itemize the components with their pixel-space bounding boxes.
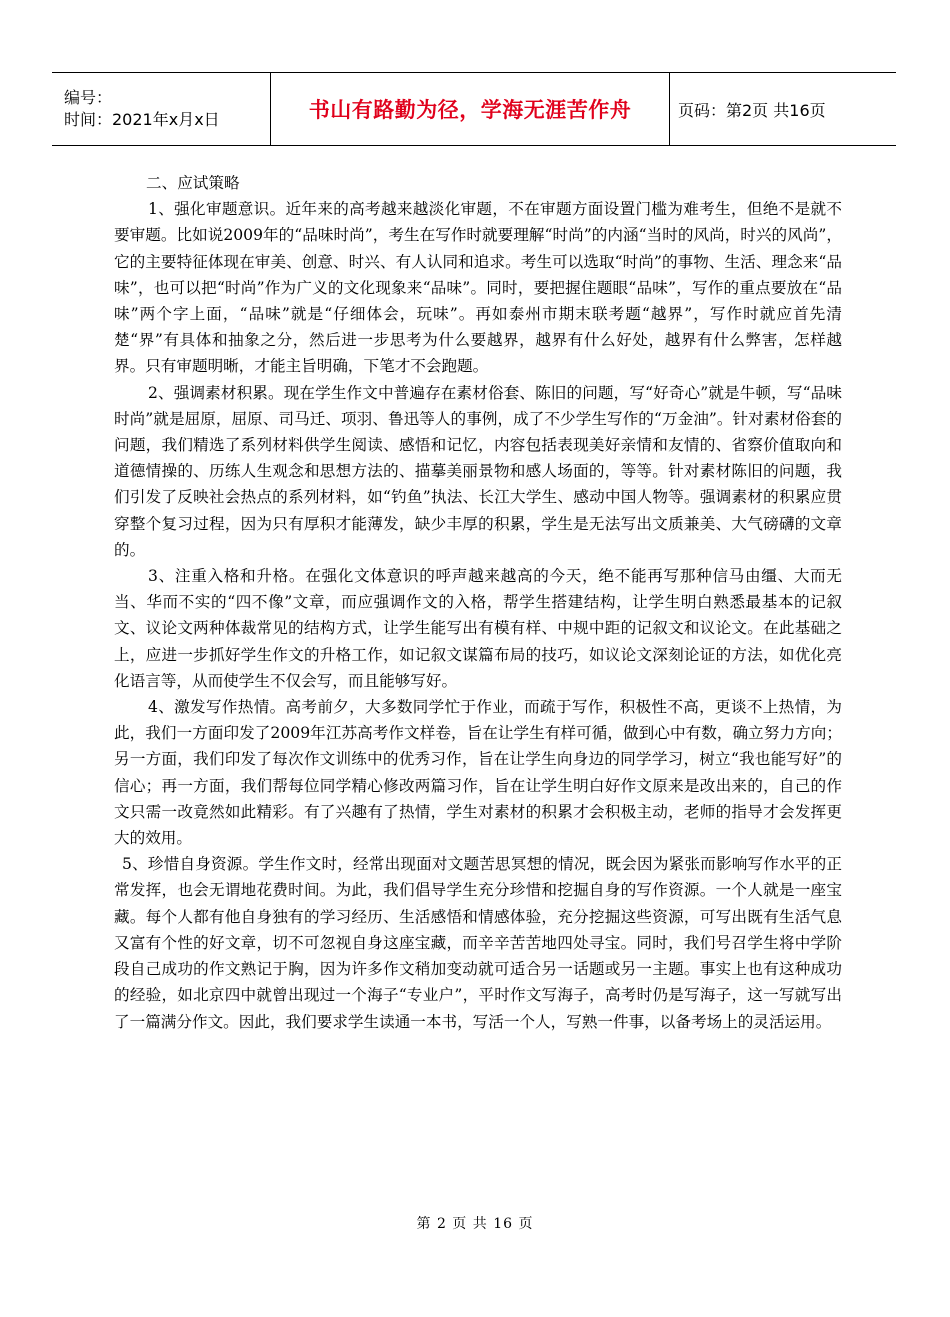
page-footer: 第 2 页 共 16 页 bbox=[416, 1216, 534, 1232]
page-header bbox=[52, 72, 896, 146]
header-motto: 书山有路勤为径，学海无涯苦作舟 bbox=[308, 98, 632, 122]
paragraph-5: 5、珍惜自身资源。学生作文时，经常出现面对文题苦思冥想的情况，既会因为紧张而影响写作水平的正常发挥，也会无谓地花费时间。为此，我们倡导学生充分珍惜和挖掘自身的写作资源。一个人就是一座宝藏。每个人都有他自身独有的学习经历、生活感悟和情感体验，充分挖掘这些资源，可写出既有生活气息又富有个性的好文章，切不可忽视自身这座宝藏，而辛辛苦苦地四处寻宝。同时，我们号召学生将中学阶段自己成功的作文熟记于胸，因为许多作文稍加变动就可适合另一话题或另一主题。事实上也有这种成功的经验，如北京四中就曾出现过一个海子“专业户”，平时作文写海子，高考时仍是写海子，这一写就写出了一篇满分作文。因此，我们要求学生读通一本书，写活一个人，写熟一件事，以备考场上的灵活运用。 bbox=[114, 855, 842, 1031]
paragraph-2: 2、强调素材积累。现在学生作文中普遍存在素材俗套、陈旧的问题，写“好奇心”就是牛顿，写“品味时尚”就是屈原，屈原、司马迁、项羽、鲁迅等人的事例，成了不少学生写作的“万金油”。针对素材俗套的问题，我们精选了系列材料供学生阅读、感悟和记忆，内容包括表现美好亲情和友情的、省察价值取向和道德情操的、历练人生观念和思想方法的、描摹美丽景物和感人场面的，等等。针对素材陈旧的问题，我们引发了反映社会热点的系列材料，如“钓鱼”执法、长江大学生、感动中国人物等。强调素材的积累应贯穿整个复习过程，因为只有厚积才能薄发，缺少丰厚的积累，学生是无法写出文质兼美、大气磅礴的文章的。 bbox=[114, 383, 842, 559]
section-title: 二、应试策略 bbox=[146, 174, 240, 192]
header-motto-cell bbox=[270, 73, 670, 145]
header-meta bbox=[52, 73, 270, 145]
header-page-cell bbox=[670, 73, 896, 145]
paragraph-4: 4、激发写作热情。高考前夕，大多数同学忙于作业，而疏于写作，积极性不高，更谈不上热情，为此，我们一方面印发了2009年江苏高考作文样卷，旨在让学生有样可循，做到心中有数，确立努力方向；另一方面，我们印发了每次作文训练中的优秀习作，旨在让学生向身边的同学学习，树立“我也能写好”的信心；再一方面，我们帮每位同学精心修改两篇习作，旨在让学生明白好作文原来是改出来的，自己的作文只需一改竟然如此精彩。有了兴趣有了热情，学生对素材的积累才会积极主动，老师的指导才会发挥更大的效用。 bbox=[114, 698, 842, 848]
document-time-label: 时间：2021年x月x日 bbox=[64, 110, 220, 129]
header-page-number: 页码：第2页 共16页 bbox=[678, 100, 826, 120]
document-body bbox=[114, 170, 842, 1035]
paragraph-3: 3、注重入格和升格。在强化文体意识的呼声越来越高的今天，绝不能再写那种信马由缰、大而无当、华而不实的“四不像”文章，而应强调作文的入格，帮学生搭建结构，让学生明白熟悉最基本的记叙文、议论文两种体裁常见的结构方式，让学生能写出有模有样、中规中距的记叙文和议论文。在此基础之上，应进一步抓好学生作文的升格工作，如记叙文谋篇布局的技巧，如议论文深刻论证的方法，如优化亮化语言等，从而使学生不仅会写，而且能够写好。 bbox=[114, 567, 842, 690]
paragraph-1: 1、强化审题意识。近年来的高考越来越淡化审题，不在审题方面设置门槛为难考生，但绝不是就不要审题。比如说2009年的“品味时尚”，考生在写作时就要理解“时尚”的内涵“当时的风尚，时兴的风尚”，它的主要特征体现在审美、创意、时兴、有人认同和追求。考生可以选取“时尚”的事物、生活、理念来“品味”，也可以把“时尚”作为广义的文化现象来“品味”。同时，要把握住题眼“品味”，写作的重点要放在“品味”两个字上面，“品味”就是“仔细体会，玩味”。再如泰州市期末联考题“越界”，写作时就应首先清楚“界”有具体和抽象之分，然后进一步思考为什么要越界，越界有什么好处，越界有什么弊害，怎样越界。只有审题明晰，才能主旨明确，下笔才不会跑题。 bbox=[114, 200, 842, 376]
document-number-label: 编号： bbox=[64, 88, 113, 107]
